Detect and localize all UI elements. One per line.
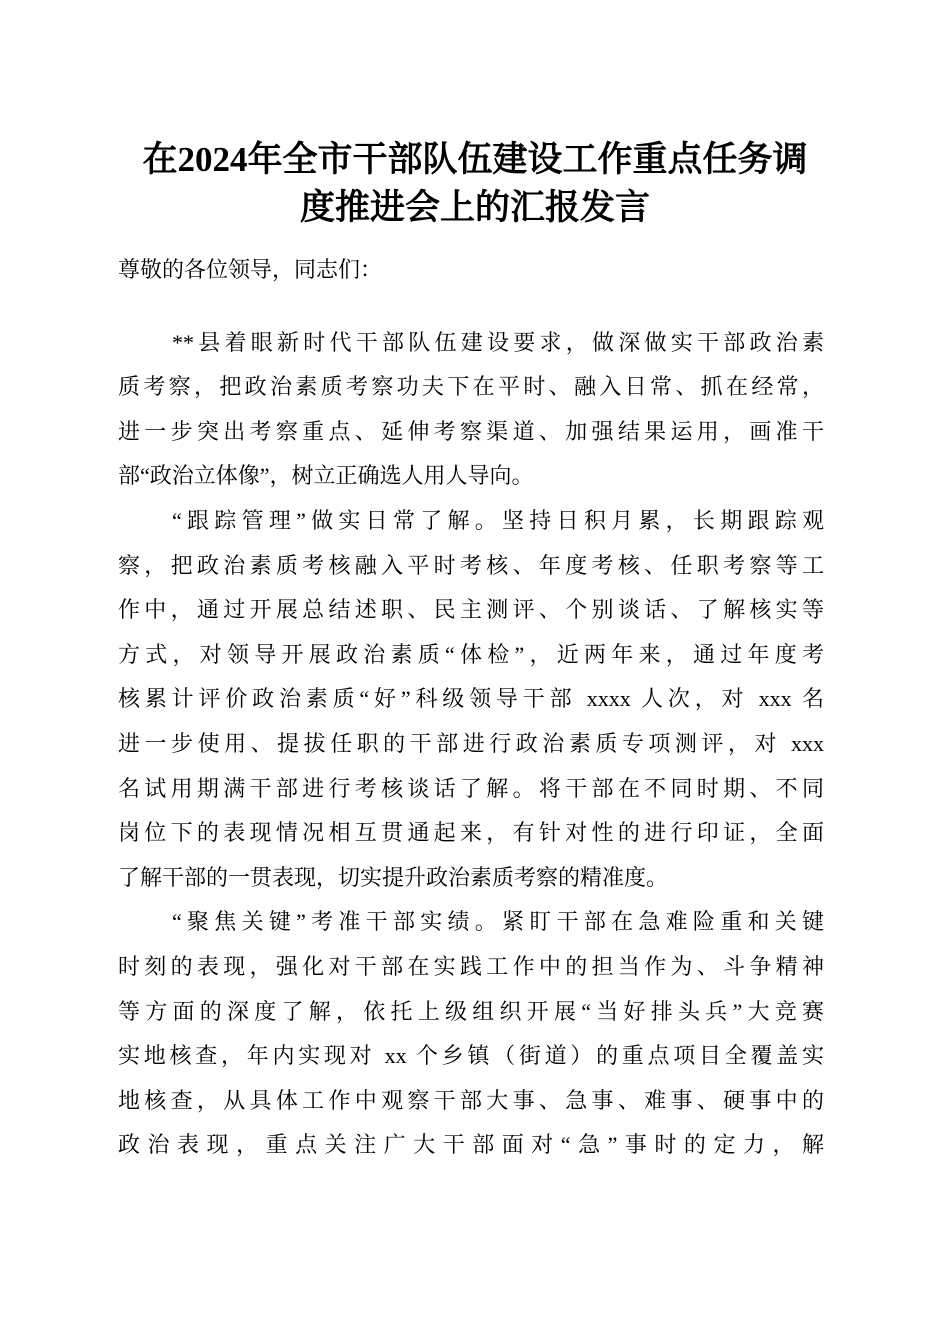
text-line: 质考察，把政治素质考察功夫下在平时、融入日常、抓在经常， [118,374,824,400]
document-title [0,136,950,232]
paragraph [118,503,824,904]
text-line: 政治表现，重点关注广大干部面对“急”事时的定力，解 [118,1132,824,1158]
paragraphs [118,325,824,1172]
text-line: 部“政治立体像”，树立正确选人用人导向。 [118,463,534,489]
text-line: **县着眼新时代干部队伍建设要求，做深做实干部政治素 [172,329,824,355]
text-line: 实地核查，年内实现对 xx 个乡镇（街道）的重点项目全覆盖实 [118,1043,824,1069]
paragraph [118,325,824,503]
salutation: 尊敬的各位领导，同志们： [118,257,383,282]
text-line: 进一步突出考察重点、延伸考察渠道、加强结果运用，画准干 [118,418,824,444]
text-line: 核累计评价政治素质“好”科级领导干部 xxxx 人次，对 xxx 名 [118,686,824,712]
paragraph [118,904,824,1172]
text-line: 岗位下的表现情况相互贯通起来，有针对性的进行印证，全面 [118,820,824,846]
title-line: 在2024年全市干部队伍建设工作重点任务调 [142,140,808,179]
text-line: “聚焦关键”考准干部实绩。紧盯干部在急难险重和关键 [172,909,824,935]
text-line: 了解干部的一贯表现，切实提升政治素质考察的精准度。 [118,864,669,890]
text-line: 名试用期满干部进行考核谈话了解。将干部在不同时期、不同 [118,775,824,801]
text-line: 作中，通过开展总结述职、民主测评、个别谈话、了解核实等 [118,597,824,623]
text-line: “跟踪管理”做实日常了解。坚持日积月累，长期跟踪观 [172,507,824,533]
title-line: 度推进会上的汇报发言 [299,188,650,227]
text-line: 地核查，从具体工作中观察干部大事、急事、难事、硬事中的 [118,1087,824,1113]
text-line: 进一步使用、提拔任职的干部进行政治素质专项测评，对 xxx [118,730,824,756]
document-body [118,252,824,1172]
text-line: 方式，对领导开展政治素质“体检”，近两年来，通过年度考 [118,641,824,667]
text-line: 时刻的表现，强化对干部在实践工作中的担当作为、斗争精神 [118,953,824,979]
text-line: 等方面的深度了解，依托上级组织开展“当好排头兵”大竞赛 [118,998,824,1024]
text-line: 察，把政治素质考核融入平时考核、年度考核、任职考察等工 [118,552,824,578]
